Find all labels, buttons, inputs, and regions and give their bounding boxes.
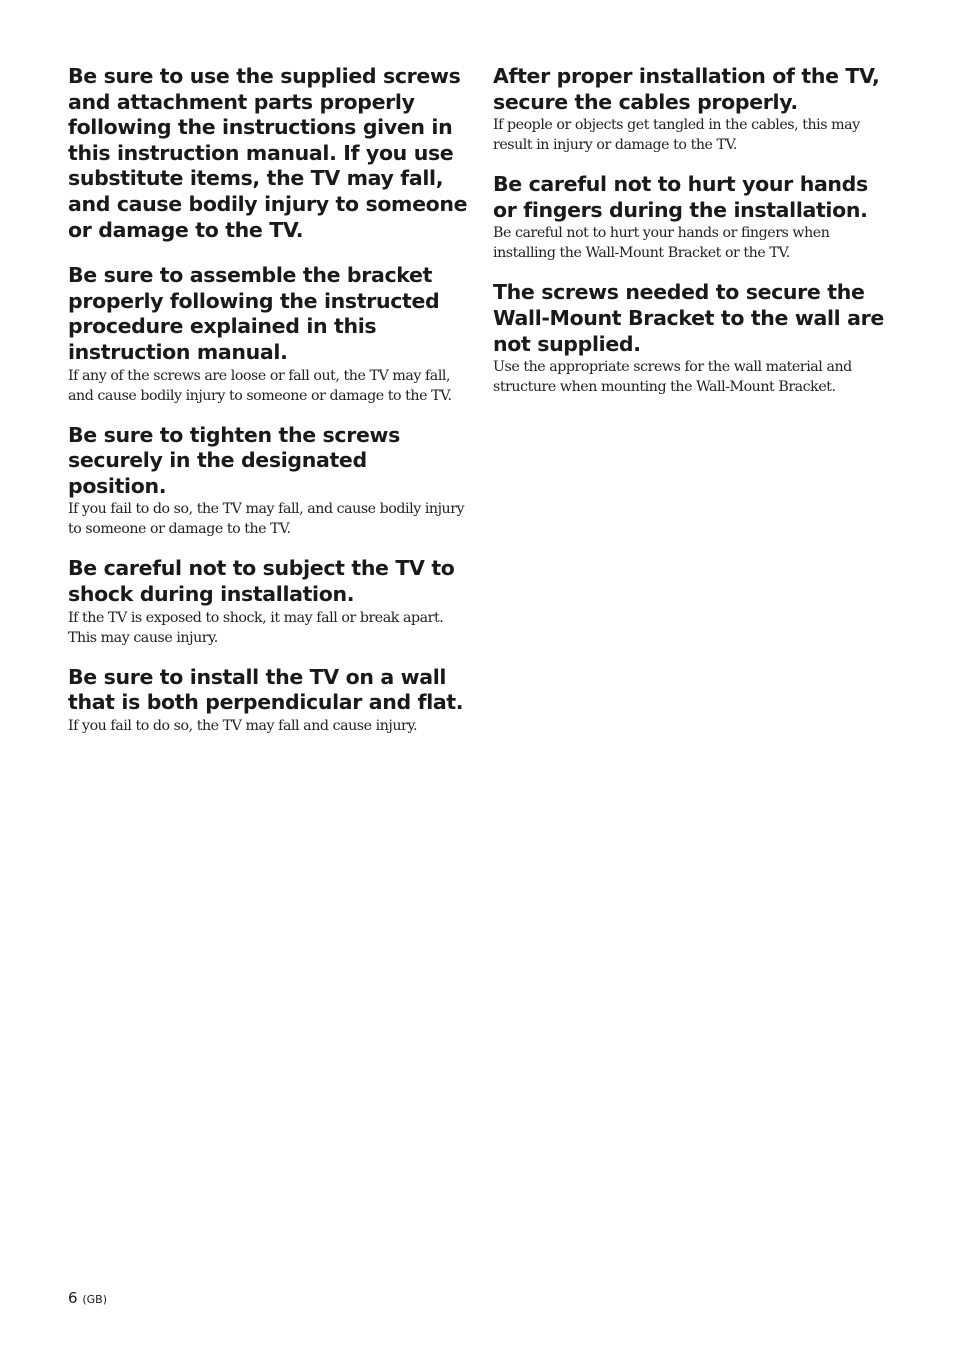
section-heading: After proper installation of the TV, secure the cables properly. (493, 64, 880, 114)
section-heading: Be careful not to hurt your hands or fingers during the installation. (493, 172, 868, 222)
caution-assemble-bracket (68, 263, 468, 405)
section-body: If you fail to do so, the TV may fall and cause injury. (68, 717, 418, 734)
section-body: Use the appropriate screws for the wall material and structure when mounting the Wall-Mount Bracket. (493, 359, 852, 396)
left-column (68, 64, 468, 753)
section-body: Be careful not to hurt your hands or fingers when installing the Wall-Mount Bracket or the TV. (493, 225, 830, 262)
section-heading: Be sure to use the supplied screws and attachment parts properly following the instructions given in this instruction manual. If you use substitute items, the TV may fall, and cause bodily injury to someone or damage to the TV. (68, 64, 468, 242)
section-heading: Be sure to tighten the screws securely in the designated position. (68, 422, 400, 498)
caution-tighten-screws (68, 423, 468, 540)
section-heading: Be sure to assemble the bracket properly following the instructed procedure explained in this instruction manual. (68, 263, 440, 364)
caution-wall-screws (493, 280, 893, 397)
caution-flat-wall (68, 665, 468, 736)
section-heading: Be careful not to subject the TV to shock during installation. (68, 556, 455, 606)
page-number (68, 1289, 107, 1307)
right-column (493, 64, 893, 414)
section-body: If you fail to do so, the TV may fall, and cause bodily injury to someone or damage to the TV. (68, 501, 465, 538)
caution-secure-cables (493, 64, 893, 155)
section-heading: Be sure to install the TV on a wall that is both perpendicular and flat. (68, 664, 464, 715)
page-region-label: (GB) (82, 1293, 107, 1306)
section-heading: The screws needed to secure the Wall-Mount Bracket to the wall are not supplied. (493, 280, 884, 356)
section-body: If people or objects get tangled in the cables, this may result in injury or damage to the TV. (493, 117, 860, 154)
section-body: If any of the screws are loose or fall out, the TV may fall, and cause bodily injury to someone or damage to the TV. (68, 367, 452, 404)
caution-shock (68, 556, 468, 647)
caution-screws-parts (68, 64, 468, 243)
section-body: If the TV is exposed to shock, it may fall or break apart. This may cause injury. (68, 609, 444, 646)
page-number-value: 6 (68, 1289, 78, 1307)
caution-hands-fingers (493, 172, 893, 263)
